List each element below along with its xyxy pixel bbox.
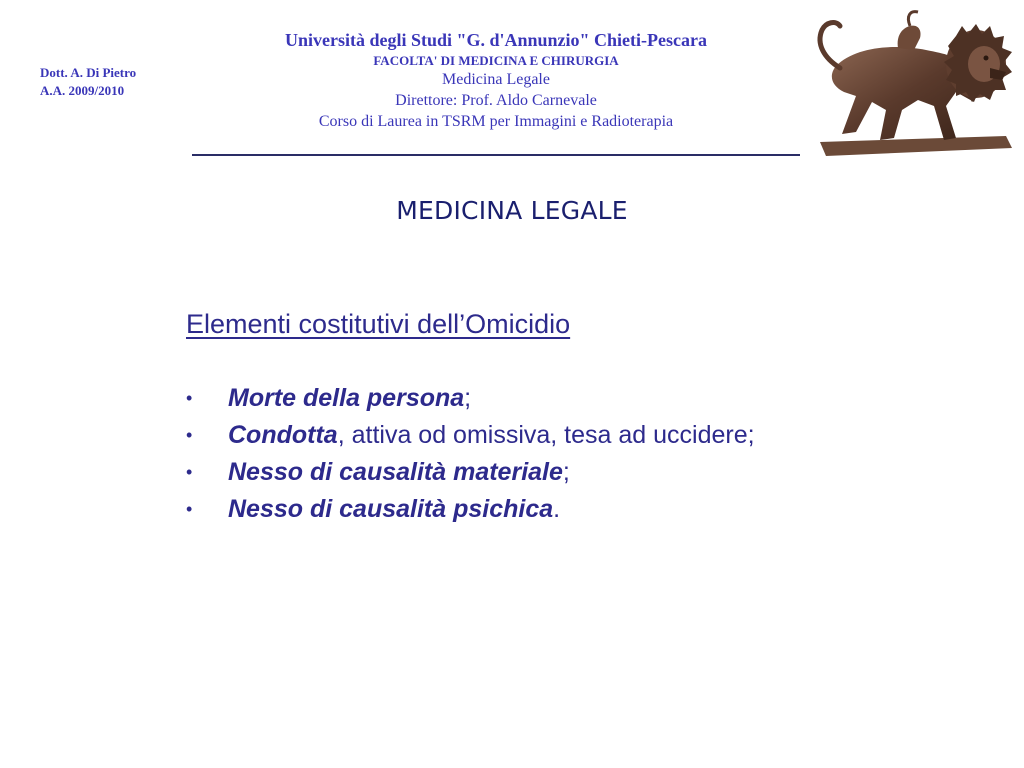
item-text: ; [464,384,472,412]
item-text: , attiva od omissiva, tesa ad uccidere; [337,421,755,449]
academic-year: A.A. 2009/2010 [40,83,125,98]
faculty-name: FACOLTA' DI MEDICINA E CHIRURGIA [373,53,619,68]
item-text: ; [562,458,570,486]
bullet-icon: • [186,425,193,445]
slide-subtitle: Elementi costitutivi dell’Omicidio [186,309,571,339]
item-emphasis: Nesso di causalità materiale [228,458,563,486]
chimera-statue-icon [806,6,1016,162]
header-divider [192,154,800,156]
director-name: Direttore: Prof. Aldo Carnevale [395,92,597,109]
item-text: . [553,495,561,523]
course-name: Corso di Laurea in TSRM per Immagini e Radioterapia [318,113,674,130]
list-item [186,454,986,491]
university-header [192,28,800,132]
slide-content [186,306,986,528]
item-emphasis: Nesso di causalità psichica [228,495,554,523]
author-name: Dott. A. Di Pietro [40,65,137,80]
department-name: Medicina Legale [442,71,550,88]
bullet-icon: • [186,462,193,482]
slide-title: MEDICINA LEGALE [396,196,628,225]
list-item [186,380,986,417]
bullet-icon: • [186,388,193,408]
item-emphasis: Condotta [228,421,338,449]
author-info [40,64,136,100]
list-item [186,491,986,528]
university-name: Università degli Studi "G. d'Annunzio" Chieti-Pescara [284,30,707,50]
bullet-icon: • [186,499,193,519]
element-list [186,380,986,528]
list-item [186,417,986,454]
item-emphasis: Morte della persona [228,384,465,412]
